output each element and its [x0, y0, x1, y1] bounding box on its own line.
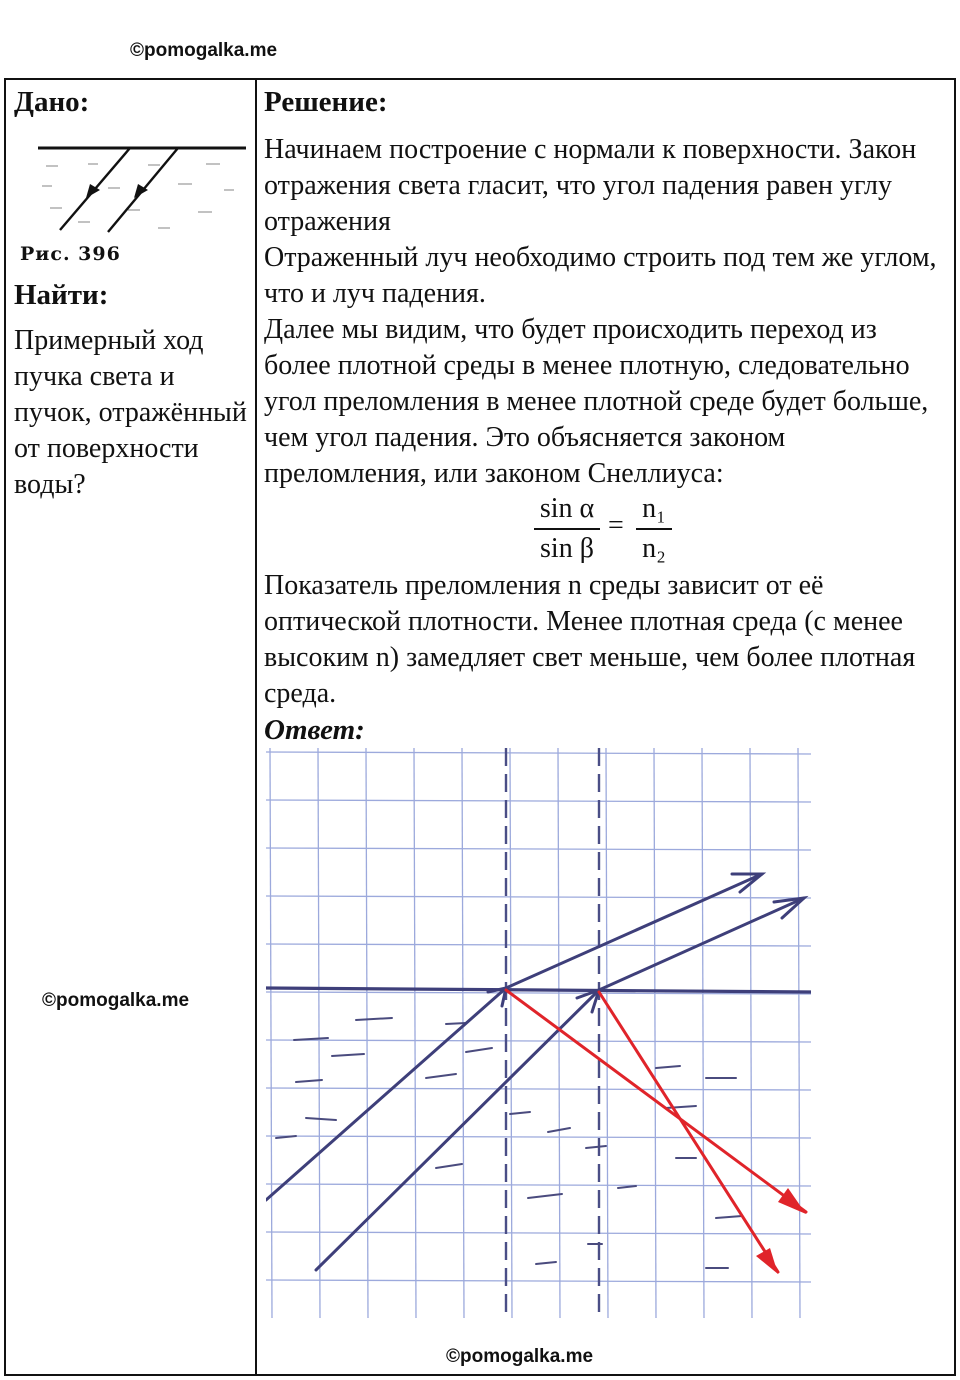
solution-paragraph-2: Отраженный луч необходимо строить под тем же углом, что и луч падения. [264, 242, 937, 309]
find-text: Примерный ход пучка света и пучок, отражённый от поверхности воды? [14, 325, 247, 500]
formula-n1: n₁ [642, 493, 666, 524]
formula-bar-left [534, 528, 600, 530]
formula-sin-alpha: sin α [539, 493, 595, 524]
column-divider [255, 80, 257, 1374]
formula-n2: n₂ [642, 533, 666, 564]
right-column [264, 84, 948, 1318]
solution-paragraph-3: Далее мы видим, что будет происходить переход из более плотной среды в менее плотную, следовательно угол преломления в менее плотной среде будет больше, чем угол падения. Это объясняется законом преломления, или законом Снеллиуса: [264, 314, 929, 489]
find-heading: Найти: [14, 279, 109, 311]
formula-equals: = [608, 510, 624, 541]
figure-caption: Рис. 396 [20, 243, 121, 265]
answer-heading: Ответ: [264, 714, 365, 746]
watermark-top: ©pomogalka.me [130, 40, 278, 61]
watermark-bottom: ©pomogalka.me [446, 1346, 594, 1367]
formula-bar-right [636, 528, 672, 530]
after-formula-text: Показатель преломления n среды зависит от её оптической плотности. Менее плотная среда (с менее высоким n) замедляет свет меньше, чем более плотная среда. [264, 570, 916, 709]
solution-heading: Решение: [264, 86, 388, 118]
given-heading: Дано: [14, 86, 90, 118]
answer-drawing [266, 748, 811, 1318]
given-figure [28, 124, 248, 239]
solution-paragraph-1: Начинаем построение с нормали к поверхности. Закон отражения света гласит, что угол падения равен углу отражения [264, 134, 917, 237]
watermark-middle: ©pomogalka.me [42, 990, 190, 1011]
formula-sin-beta: sin β [540, 533, 594, 564]
left-column [14, 84, 250, 503]
formula-right-fraction [636, 492, 672, 566]
solution-table [4, 78, 956, 1376]
snell-formula [534, 492, 948, 568]
formula-left-fraction [534, 492, 600, 566]
